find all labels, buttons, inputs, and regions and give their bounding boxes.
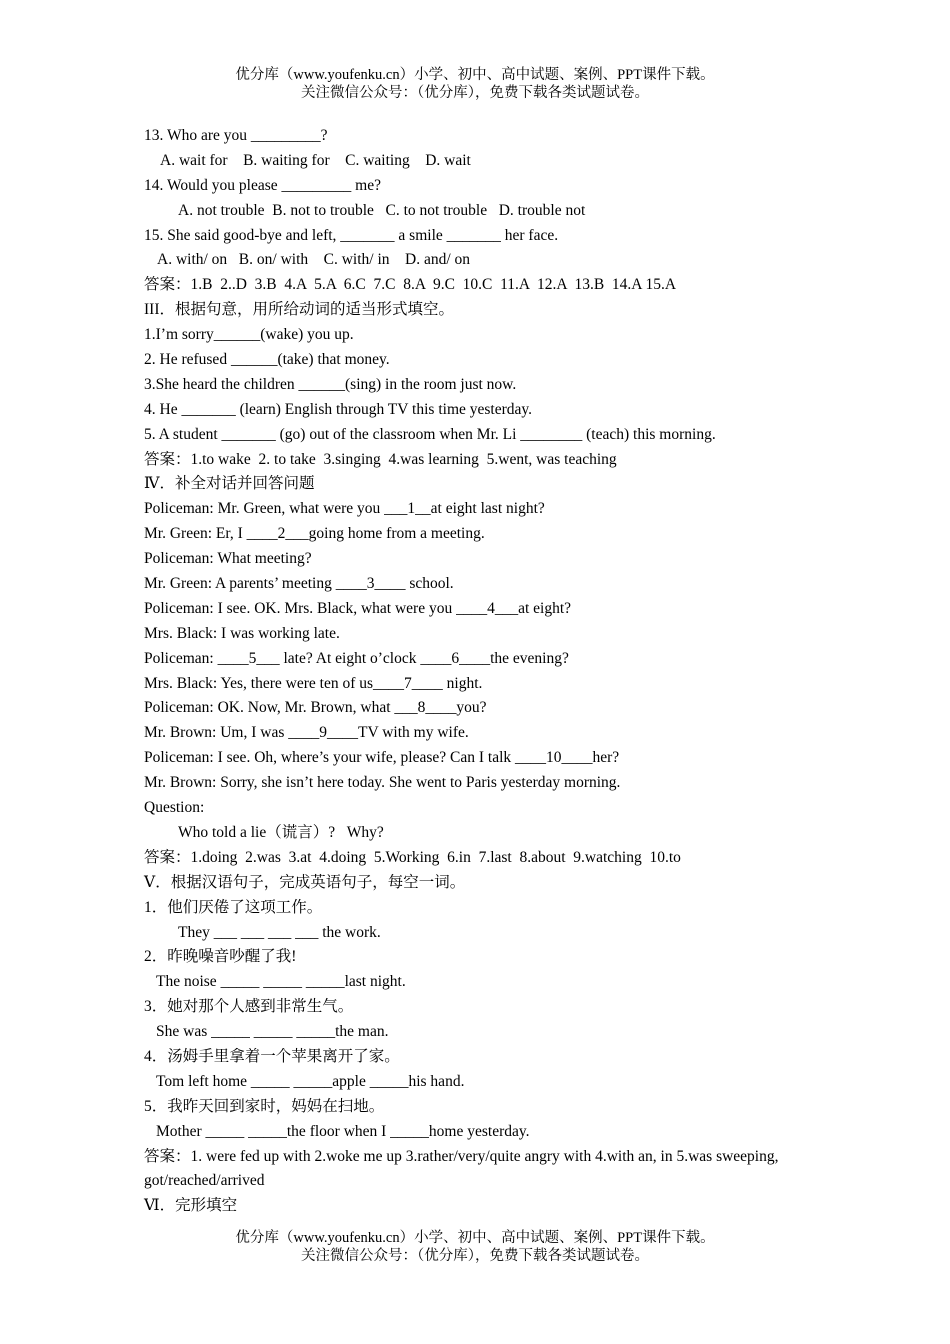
- section-5-item-3-chinese: 3．她对那个人感到非常生气。: [144, 998, 354, 1016]
- dialogue-line: Policeman: What meeting?: [144, 550, 312, 568]
- section-3-item-2: 2. He refused ______(take) that money.: [144, 351, 390, 369]
- section-5-item-1-english: They ___ ___ ___ ___ the work.: [178, 923, 381, 941]
- section-5-item-4-english: Tom left home _____ _____apple _____his hand.: [156, 1072, 465, 1090]
- dialogue-line: Policeman: I see. OK. Mrs. Black, what were you ____4___at eight?: [144, 599, 572, 617]
- section-5-heading: Ⅴ．根据汉语句子，完成英语句子，每空一词。: [144, 873, 466, 891]
- section-3-heading: III．根据句意，用所给动词的适当形式填空。: [144, 301, 454, 319]
- question-13: 13. Who are you _________?: [144, 127, 328, 144]
- answer-key-section-4: 答案：1.doing 2.was 3.at 4.doing 5.Working 6.in 7.last 8.about 9.watching 10.to: [144, 848, 681, 866]
- dialogue-line: Mr. Green: A parents’ meeting ____3____ school.: [144, 575, 454, 593]
- header-line-1: 优分库（www.youfenku.cn）小学、初中、高中试题、案例、PPT课件下载。: [235, 67, 715, 83]
- dialogue-line: Mrs. Black: Yes, there were ten of us____7____ night.: [144, 674, 483, 692]
- section-3-item-3: 3.She heard the children ______(sing) in the room just now.: [144, 375, 517, 393]
- section-5-item-2-chinese: 2．昨晚噪音吵醒了我!: [144, 948, 297, 966]
- dialogue-line: Policeman: Mr. Green, what were you ___1__at eight last night?: [144, 500, 545, 518]
- section-5-item-3-english: She was _____ _____ _____the man.: [156, 1023, 389, 1041]
- section-4-heading: Ⅳ．补全对话并回答问题: [144, 475, 315, 493]
- section-6-heading: Ⅵ．完形填空: [144, 1197, 238, 1215]
- section-3-item-1: 1.I’m sorry______(wake) you up.: [144, 326, 354, 344]
- section-5-item-5-english: Mother _____ _____the floor when I _____home yesterday.: [156, 1122, 530, 1140]
- section-3-item-5: 5. A student _______ (go) out of the classroom when Mr. Li ________ (teach) this morning.: [144, 425, 716, 443]
- question-text: Who told a lie（谎言）? Why?: [178, 823, 384, 841]
- dialogue-line: Mr. Brown: Sorry, she isn’t here today. She went to Paris yesterday morning.: [144, 774, 621, 792]
- question-14: 14. Would you please _________ me?: [144, 176, 381, 194]
- document-body: [144, 124, 824, 1219]
- question-15: 15. She said good-bye and left, _______ a smile _______ her face.: [144, 226, 559, 244]
- dialogue-line: Policeman: ____5___ late? At eight o’clock ____6____the evening?: [144, 649, 569, 667]
- answer-key-section-2: 答案：1.B 2..D 3.B 4.A 5.A 6.C 7.C 8.A 9.C 10.C 11.A 12.A 13.B 14.A 15.A: [144, 276, 677, 294]
- section-5-item-4-chinese: 4．汤姆手里拿着一个苹果离开了家。: [144, 1047, 400, 1065]
- dialogue-line: Mrs. Black: I was working late.: [144, 624, 340, 642]
- dialogue-line: Mr. Green: Er, I ____2___going home from a meeting.: [144, 525, 485, 543]
- page-header: [0, 66, 950, 102]
- question-label: Question:: [144, 799, 205, 817]
- footer-line-1: 优分库（www.youfenku.cn）小学、初中、高中试题、案例、PPT课件下载。: [235, 1230, 715, 1246]
- question-13-options: A. wait for B. waiting for C. waiting D. wait: [160, 151, 471, 169]
- section-5-item-5-chinese: 5．我昨天回到家时，妈妈在扫地。: [144, 1097, 385, 1115]
- header-line-2: 关注微信公众号：（优分库），免费下载各类试题试卷。: [301, 85, 649, 101]
- question-14-options: A. not trouble B. not to trouble C. to not trouble D. trouble not: [178, 201, 586, 219]
- page-footer: [0, 1229, 950, 1265]
- footer-line-2: 关注微信公众号：（优分库），免费下载各类试题试卷。: [301, 1248, 649, 1264]
- answer-key-section-3: 答案：1.to wake 2. to take 3.singing 4.was learning 5.went, was teaching: [144, 450, 617, 468]
- section-3-item-4: 4. He _______ (learn) English through TV this time yesterday.: [144, 400, 533, 418]
- dialogue-line: Policeman: OK. Now, Mr. Brown, what ___8____you?: [144, 699, 487, 717]
- question-15-options: A. with/ on B. on/ with C. with/ in D. and/ on: [157, 251, 471, 269]
- dialogue-line: Policeman: I see. Oh, where’s your wife, please? Can I talk ____10____her?: [144, 749, 620, 767]
- section-5-item-1-chinese: 1．他们厌倦了这项工作。: [144, 898, 323, 916]
- answer-key-section-5: 答案：1. were fed up with 2.woke me up 3.rather/very/quite angry with 4.with an, in 5.was sweeping, got/reached/arrived: [144, 1147, 779, 1190]
- section-5-item-2-english: The noise _____ _____ _____last night.: [156, 973, 406, 991]
- dialogue-line: Mr. Brown: Um, I was ____9____TV with my wife.: [144, 724, 469, 742]
